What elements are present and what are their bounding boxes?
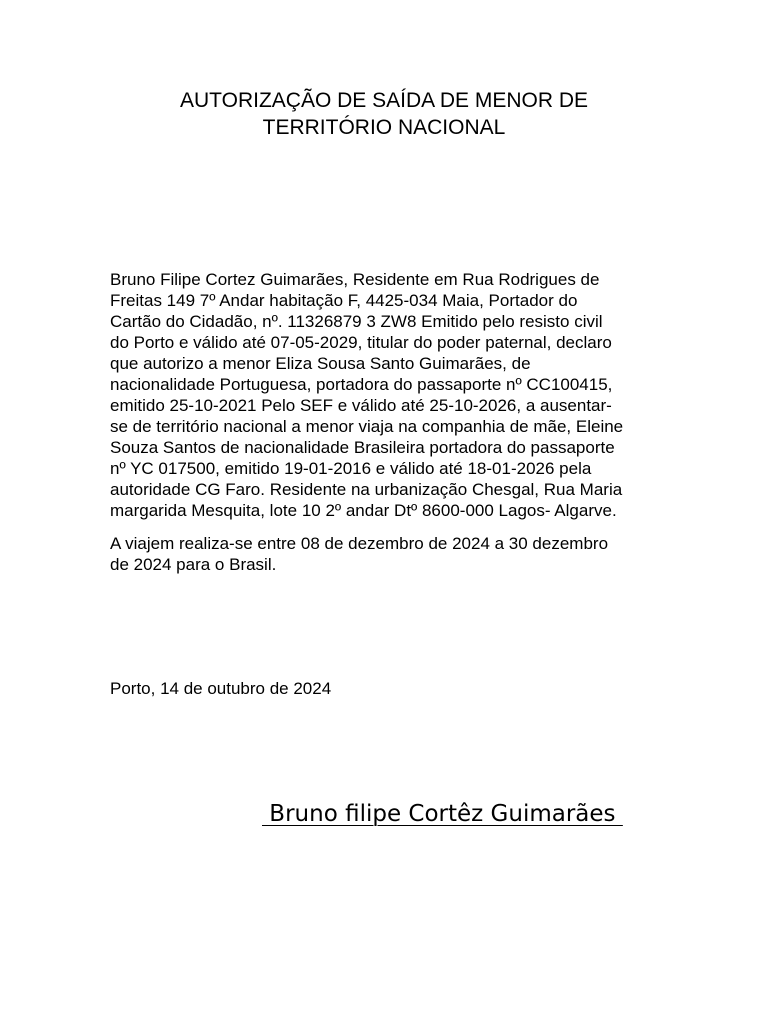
- title-line: TERRITÓRIO NACIONAL: [262, 116, 506, 139]
- paragraph-line: se de território nacional a menor viaja na companhia de mãe, Eleine: [110, 417, 624, 436]
- paragraph-line: margarida Mesquita, lote 10 2º andar Dtº 8600-000 Lagos- Algarve.: [110, 501, 617, 520]
- paragraph-line: Cartão do Cidadão, nº. 11326879 3 ZW8 Emitido pelo resisto civil: [110, 312, 603, 331]
- paragraph-line: Freitas 149 7º Andar habitação F, 4425-034 Maia, Portador do: [110, 291, 578, 310]
- signature-name: Bruno filipe Cortêz Guimarães: [262, 801, 623, 827]
- travel-dates-paragraph: [110, 533, 658, 575]
- document-title: [110, 87, 658, 141]
- place-date: Porto, 14 de outubro de 2024: [110, 679, 332, 698]
- paragraph-line: nacionalidade Portuguesa, portadora do passaporte nº CC100415,: [110, 375, 613, 394]
- title-line: AUTORIZAÇÃO DE SAÍDA DE MENOR DE: [179, 89, 588, 112]
- paragraph-line: Souza Santos de nacionalidade Brasileira portadora do passaporte: [110, 438, 615, 457]
- paragraph-line: do Porto e válido até 07-05-2029, titular do poder paternal, declaro: [110, 333, 612, 352]
- paragraph-line: de 2024 para o Brasil.: [110, 555, 277, 574]
- paragraph-line: Bruno Filipe Cortez Guimarães, Residente em Rua Rodrigues de: [110, 270, 600, 289]
- paragraph-line: A viajem realiza-se entre 08 de dezembro de 2024 a 30 dezembro: [110, 534, 609, 553]
- paragraph-line: que autorizo a menor Eliza Sousa Santo Guimarães, de: [110, 354, 531, 373]
- paragraph-line: emitido 25-10-2021 Pelo SEF e válido até 25-10-2026, a ausentar-: [110, 396, 612, 415]
- paragraph-line: nº YC 017500, emitido 19-01-2016 e válido até 18-01-2026 pela: [110, 459, 592, 478]
- authorization-paragraph: [110, 269, 658, 521]
- paragraph-line: autoridade CG Faro. Residente na urbanização Chesgal, Rua Maria: [110, 480, 623, 499]
